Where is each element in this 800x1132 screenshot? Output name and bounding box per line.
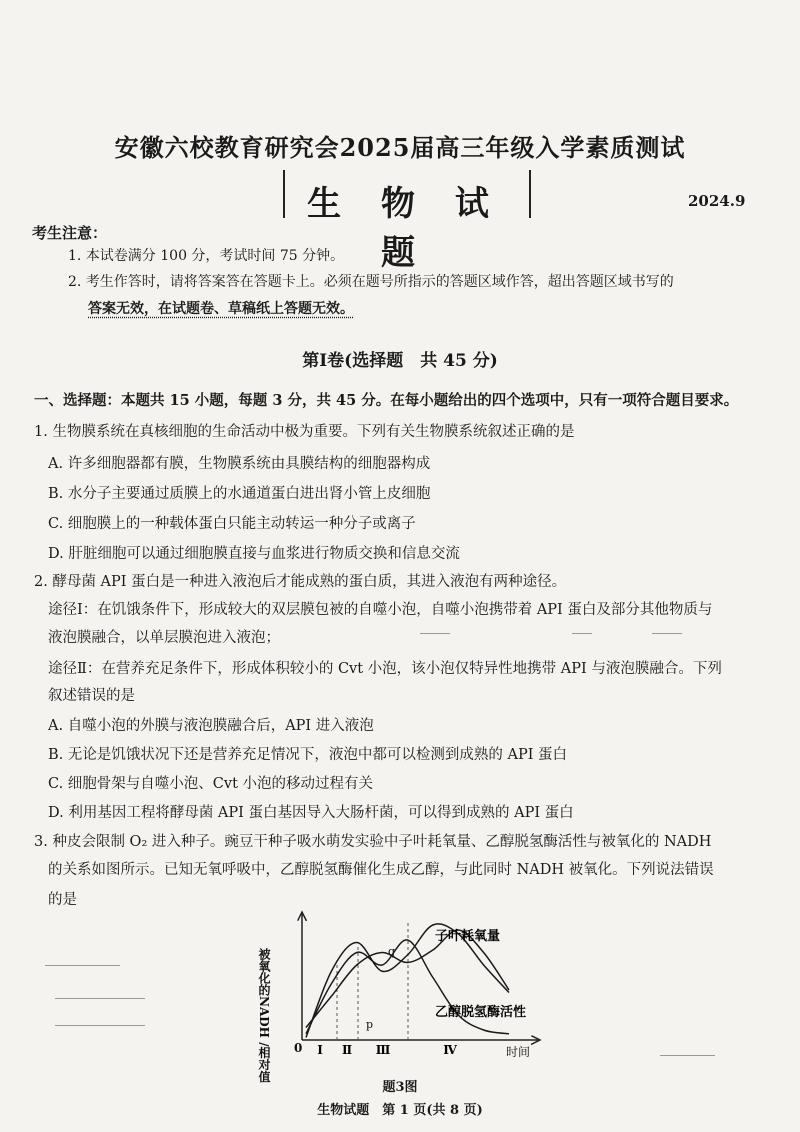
chart-caption: 题3图 [382, 1080, 418, 1095]
scan-mark [55, 998, 145, 999]
y-axis-label: 被氧化的NADH /相对值 [257, 948, 271, 1083]
page-footer: 生物试题 第 1 页(共 8 页) [317, 1103, 483, 1118]
q2-option-b: B. 无论是饥饿状况下还是营养充足情况下，液泡中都可以检测到成熟的 API 蛋白 [48, 747, 568, 763]
q2-path2-line1: 途径Ⅱ：在营养充足条件下，形成体积较小的 Cvt 小泡，该小泡仅特异性地携带 API 与液泡膜融合。下列 [48, 661, 722, 677]
stage-label: Ⅱ [341, 1043, 353, 1057]
notice-item-1: 1. 本试卷满分 100 分，考试时间 75 分钟。 [68, 248, 345, 264]
q1-option-b: B. 水分子主要通过质膜上的水通道蛋白进出肾小管上皮细胞 [48, 486, 431, 502]
series-label: 乙醇脱氢酶活性 [435, 1005, 527, 1020]
exam-date: 2024.9 [688, 192, 746, 210]
q1-option-d: D. 肝脏细胞可以通过细胞膜直接与血浆进行物质交换和信息交流 [48, 546, 460, 562]
x-axis-label: 时间 [506, 1045, 531, 1059]
section-title: 第Ⅰ卷(选择题 共 45 分) [302, 351, 498, 371]
q3-chart-svg [250, 900, 570, 1090]
q3-stem-line2: 的关系如图所示。已知无氧呼吸中，乙醇脱氢酶催化生成乙醇，与此同时 NADH 被氧化。下列说法错误 [48, 862, 714, 878]
origin-label: 0 [294, 1041, 303, 1055]
q2-stem: 2. 酵母菌 API 蛋白是一种进入液泡后才能成熟的蛋白质，其进入液泡有两种途径。 [34, 574, 567, 590]
q2-path2-line2: 叙述错误的是 [48, 688, 135, 704]
q1-option-c: C. 细胞膜上的一种载体蛋白只能主动转运一种分子或离子 [48, 516, 416, 532]
q2-option-d: D. 利用基因工程将酵母菌 API 蛋白基因导入大肠杆菌，可以得到成熟的 API 蛋白 [48, 805, 574, 821]
scan-mark [45, 965, 120, 966]
exam-header-title: 安徽六校教育研究会2025届高三年级入学素质测试 [114, 133, 686, 162]
q2-option-c: C. 细胞骨架与自噬小泡、Cvt 小泡的移动过程有关 [48, 776, 374, 792]
q3-stem-line1: 3. 种皮会限制 O₂ 进入种子。豌豆干种子吸水萌发实验中子叶耗氧量、乙醇脱氢酶活性与被氧化的 NADH [34, 834, 712, 850]
q3-chart [250, 900, 570, 1090]
scan-mark [420, 633, 450, 634]
series-label: 子叶耗氧量 [435, 929, 501, 944]
stage-label: Ⅲ [375, 1043, 391, 1057]
notice-item-2-cont: 答案无效，在试题卷、草稿纸上答题无效。 [88, 301, 354, 317]
q3-stem-line3: 的是 [48, 892, 77, 908]
stage-label: Ⅳ [443, 1043, 457, 1057]
q2-path1-line2: 液泡膜融合，以单层膜泡进入液泡； [48, 630, 280, 646]
q2-path1-line1: 途径Ⅰ：在饥饿条件下，形成较大的双层膜包被的自噬小泡，自噬小泡携带着 API 蛋白及部分其他物质与 [48, 602, 713, 618]
scan-mark [55, 1025, 145, 1026]
point-q-label: q [388, 945, 396, 958]
q2-option-a: A. 自噬小泡的外膜与液泡膜融合后，API 进入液泡 [48, 718, 374, 734]
part-description: 一、选择题：本题共 15 小题，每题 3 分，共 45 分。在每小题给出的四个选项中，只有一项符合题目要求。 [34, 392, 739, 409]
scan-mark [572, 633, 592, 634]
notice-heading: 考生注意： [32, 224, 108, 242]
q1-stem: 1. 生物膜系统在真核细胞的生命活动中极为重要。下列有关生物膜系统叙述正确的是 [34, 424, 575, 440]
q1-option-a: A. 许多细胞器都有膜，生物膜系统由具膜结构的细胞器构成 [48, 456, 431, 472]
subject-title: 生 物 试 题 [307, 184, 503, 273]
point-p-label: p [366, 1018, 374, 1031]
stage-label: Ⅰ [317, 1043, 323, 1057]
scan-mark [652, 633, 682, 634]
scan-mark [660, 1055, 715, 1056]
notice-item-2: 2. 考生作答时，请将答案答在答题卡上。必须在题号所指示的答题区域作答，超出答题区域书写的 [68, 274, 674, 290]
